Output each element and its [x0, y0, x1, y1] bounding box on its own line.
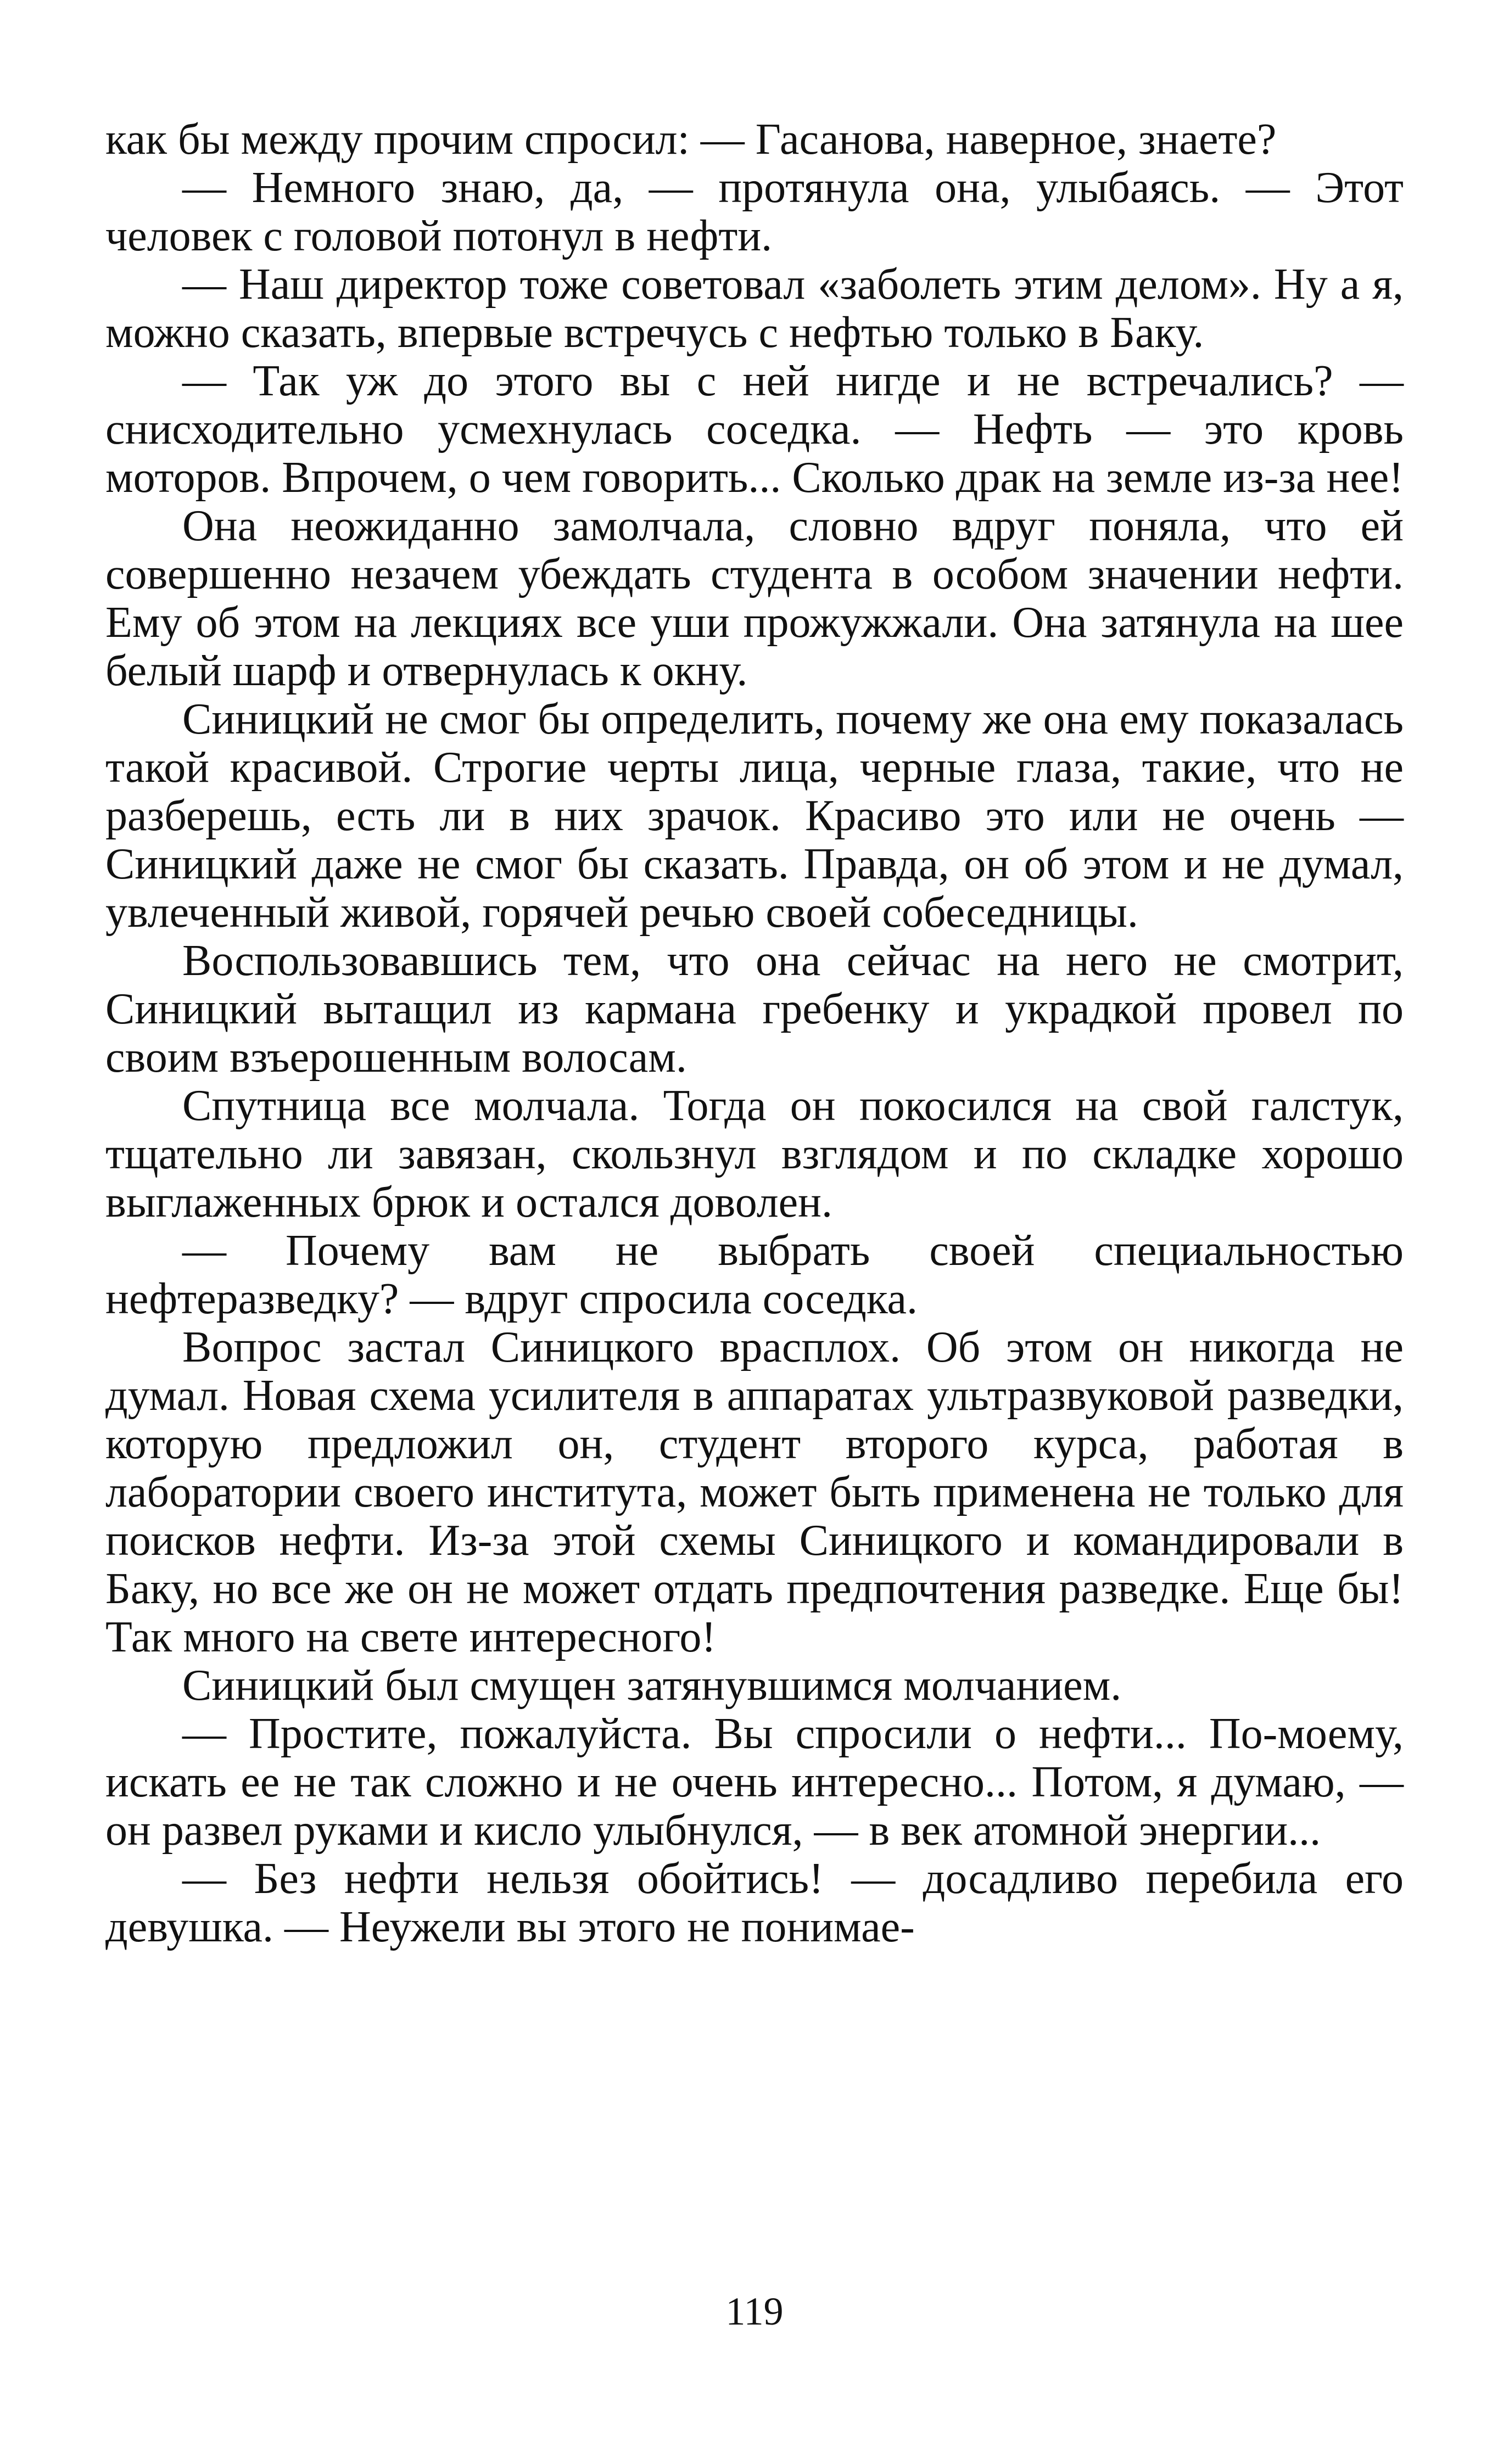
paragraph: Синицкий был смущен затянувшимся молчанием.: [182, 1661, 1122, 1710]
paragraph: — Наш директор тоже советовал «заболеть этим делом». Ну а я, можно сказать, впервые встречусь с нефтью только в Баку.: [105, 260, 1404, 357]
paragraph: Она неожиданно замолчала, словно вдруг поняла, что ей совершенно незачем убеждать студента в особом значении нефти. Ему об этом на лекциях все уши прожужжали. Она затянула на шее белый шарф и отвернулась к окну.: [105, 502, 1404, 695]
paragraph: — Простите, пожалуйста. Вы спросили о нефти... По-моему, искать ее не так сложно и не очень интересно... Потом, я думаю, — он развел руками и кисло улыбнулся, — в век атомной энергии...: [105, 1710, 1404, 1855]
paragraph: — Немного знаю, да, — протянула она, улыбаясь. — Этот человек с головой потонул в нефти.: [105, 164, 1404, 260]
paragraph: — Почему вам не выбрать своей специальностью нефтеразведку? — вдруг спросила соседка.: [105, 1227, 1404, 1323]
paragraph: Спутница все молчала. Тогда он покосился на свой галстук, тщательно ли завязан, скользнул взглядом и по складке хорошо выглаженных брюк и остался доволен.: [105, 1082, 1404, 1227]
paragraph: Вопрос застал Синицкого врасплох. Об этом он никогда не думал. Новая схема усилителя в аппаратах ультразвуковой разведки, которую предложил он, студент второго курса, работая в лаборатории своего института, может быть применена не только для поисков нефти. Из-за этой схемы Синицкого и командировали в Баку, но все же он не может отдать предпочтения разведке. Еще бы! Так много на свете интересного!: [105, 1323, 1404, 1661]
page-number: 119: [725, 2289, 784, 2333]
page-text: [105, 115, 1404, 1951]
paragraph: Синицкий не смог бы определить, почему же она ему показалась такой красивой. Строгие черты лица, черные глаза, такие, что не разберешь, есть ли в них зрачок. Красиво это или не очень — Синицкий даже не смог бы сказать. Правда, он об этом и не думал, увлеченный живой, горячей речью своей собеседницы.: [105, 695, 1404, 937]
paragraph-continued: как бы между прочим спросил: — Гасанова, наверное, знаете?: [105, 115, 1277, 164]
paragraph: Воспользовавшись тем, что она сейчас на него не смотрит, Синицкий вытащил из кармана гребенку и украдкой провел по своим взъерошенным волосам.: [105, 937, 1404, 1082]
book-page: [105, 115, 1404, 1951]
paragraph: — Без нефти нельзя обойтись! — досадливо перебила его девушка. — Неужели вы этого не понимае-: [105, 1855, 1404, 1951]
paragraph: — Так уж до этого вы с ней нигде и не встречались? — снисходительно усмехнулась соседка. — Нефть — это кровь моторов. Впрочем, о чем говорить... Сколько драк на земле из-за нее!: [105, 357, 1404, 502]
